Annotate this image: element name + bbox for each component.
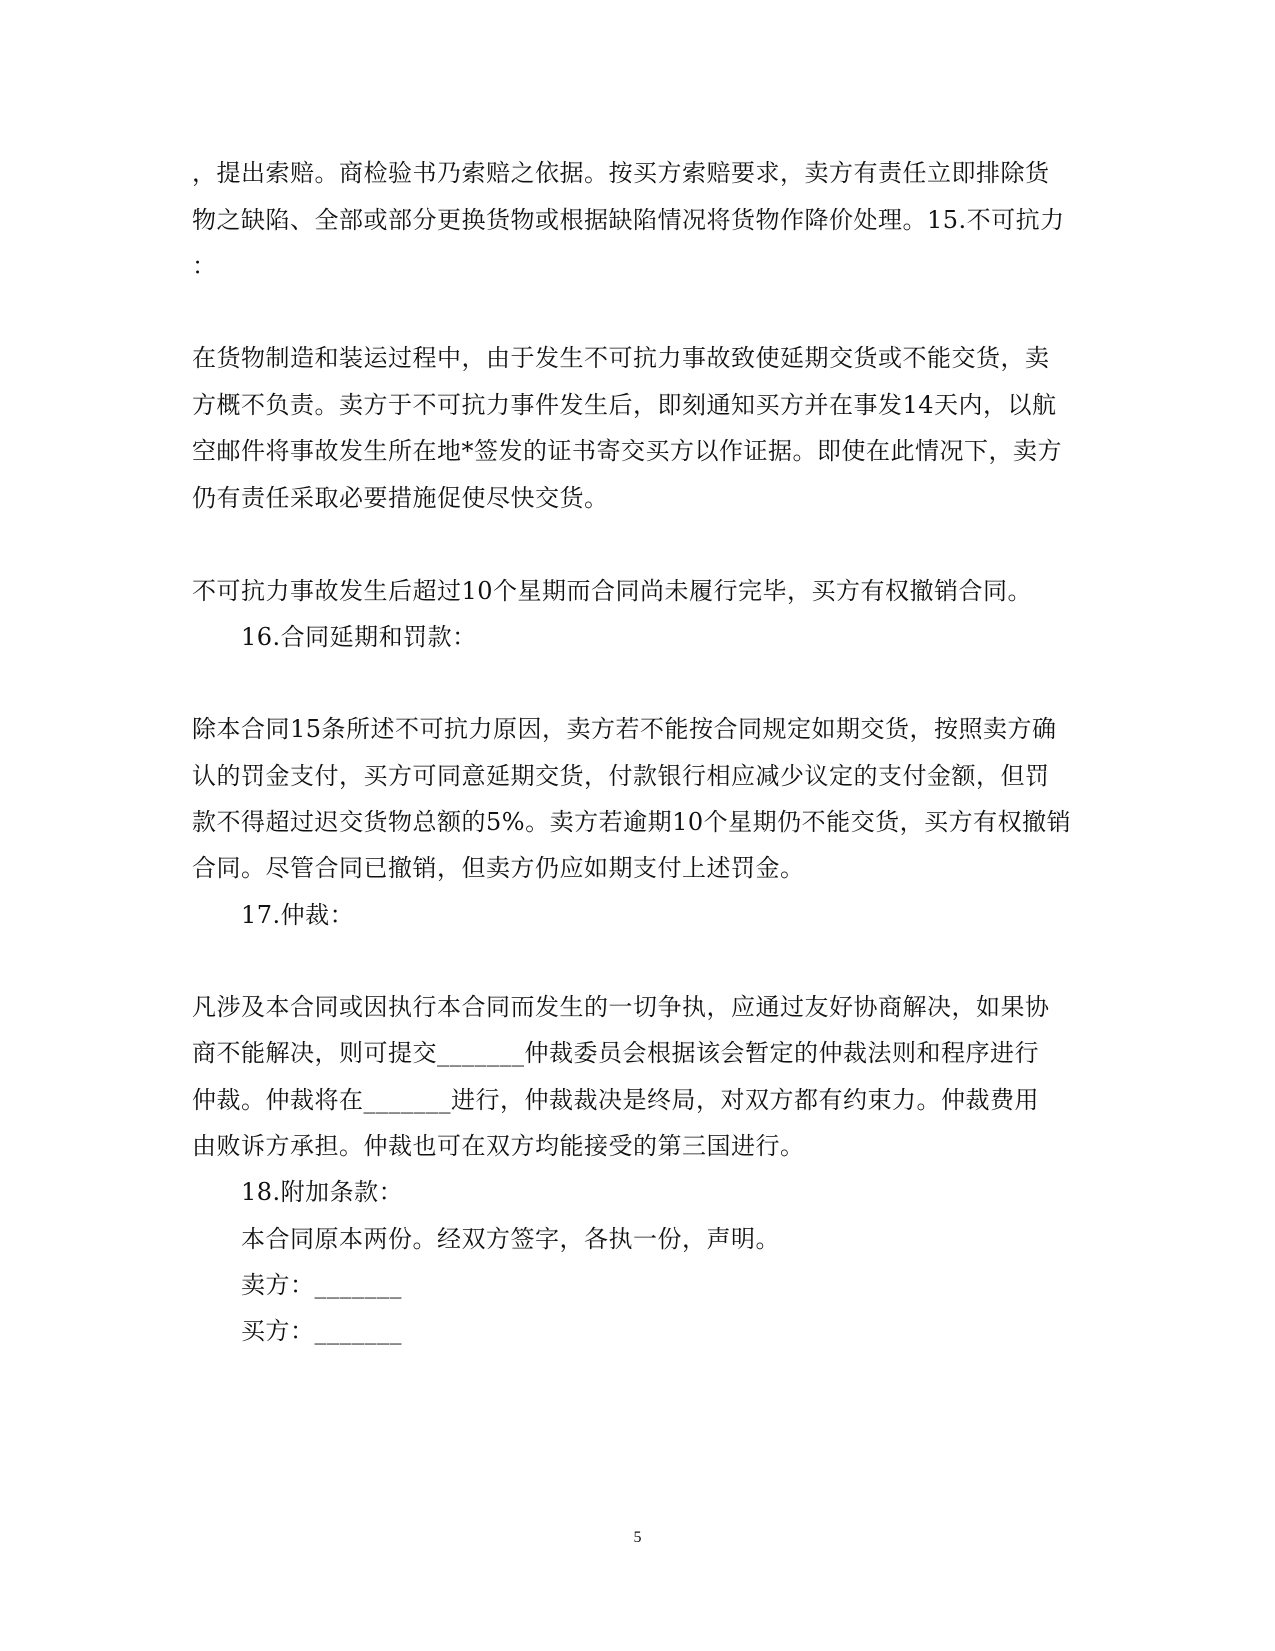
text-line: 仍有责任采取必要措施促使尽快交货。 bbox=[192, 484, 609, 512]
text-line: 空邮件将事故发生所在地*签发的证书寄交买方以作证据。即使在此情况下，卖方 bbox=[192, 437, 1062, 465]
buyer-signature-line: 买方：_______ bbox=[241, 1317, 402, 1345]
text-line: 认的罚金支付，买方可同意延期交货，付款银行相应减少议定的支付金额，但罚 bbox=[192, 762, 1050, 790]
text-line: 款不得超过迟交货物总额的5%。卖方若逾期10个星期仍不能交货，买方有权撤销 bbox=[192, 808, 1072, 836]
text-line: 合同。尽管合同已撤销，但卖方仍应如期支付上述罚金。 bbox=[192, 854, 805, 882]
text-line: 由败诉方承担。仲裁也可在双方均能接受的第三国进行。 bbox=[192, 1132, 805, 1160]
text-line: ： bbox=[192, 252, 217, 280]
text-line: 不可抗力事故发生后超过10个星期而合同尚未履行完毕，买方有权撤销合同。 bbox=[192, 577, 1033, 605]
text-line: 在货物制造和装运过程中，由于发生不可抗力事故致使延期交货或不能交货，卖 bbox=[192, 344, 1050, 372]
text-line: 凡涉及本合同或因执行本合同而发生的一切争执，应通过友好协商解决，如果协 bbox=[192, 993, 1050, 1021]
text-line: 物之缺陷、全部或部分更换货物或根据缺陷情况将货物作降价处理。15.不可抗力 bbox=[192, 206, 1065, 234]
text-line: 除本合同15条所述不可抗力原因，卖方若不能按合同规定如期交货，按照卖方确 bbox=[192, 715, 1057, 743]
text-line: ，提出索赔。商检验书乃索赔之依据。按买方索赔要求，卖方有责任立即排除货 bbox=[192, 159, 1050, 187]
page-number: 5 bbox=[633, 1529, 642, 1546]
section-heading: 18.附加条款： bbox=[241, 1178, 404, 1206]
text-line: 商不能解决，则可提交_______仲裁委员会根据该会暂定的仲裁法则和程序进行 bbox=[192, 1039, 1039, 1067]
section-heading: 16.合同延期和罚款： bbox=[241, 623, 477, 651]
text-line: 本合同原本两份。经双方签字，各执一份，声明。 bbox=[241, 1225, 780, 1253]
text-line: 仲裁。仲裁将在_______进行，仲裁裁决是终局，对双方都有约束力。仲裁费用 bbox=[192, 1086, 1039, 1114]
text-line: 方概不负责。卖方于不可抗力事件发生后，即刻通知买方并在事发14天内，以航 bbox=[192, 391, 1057, 419]
section-heading: 17.仲裁： bbox=[241, 901, 355, 929]
seller-signature-line: 卖方：_______ bbox=[241, 1271, 402, 1299]
